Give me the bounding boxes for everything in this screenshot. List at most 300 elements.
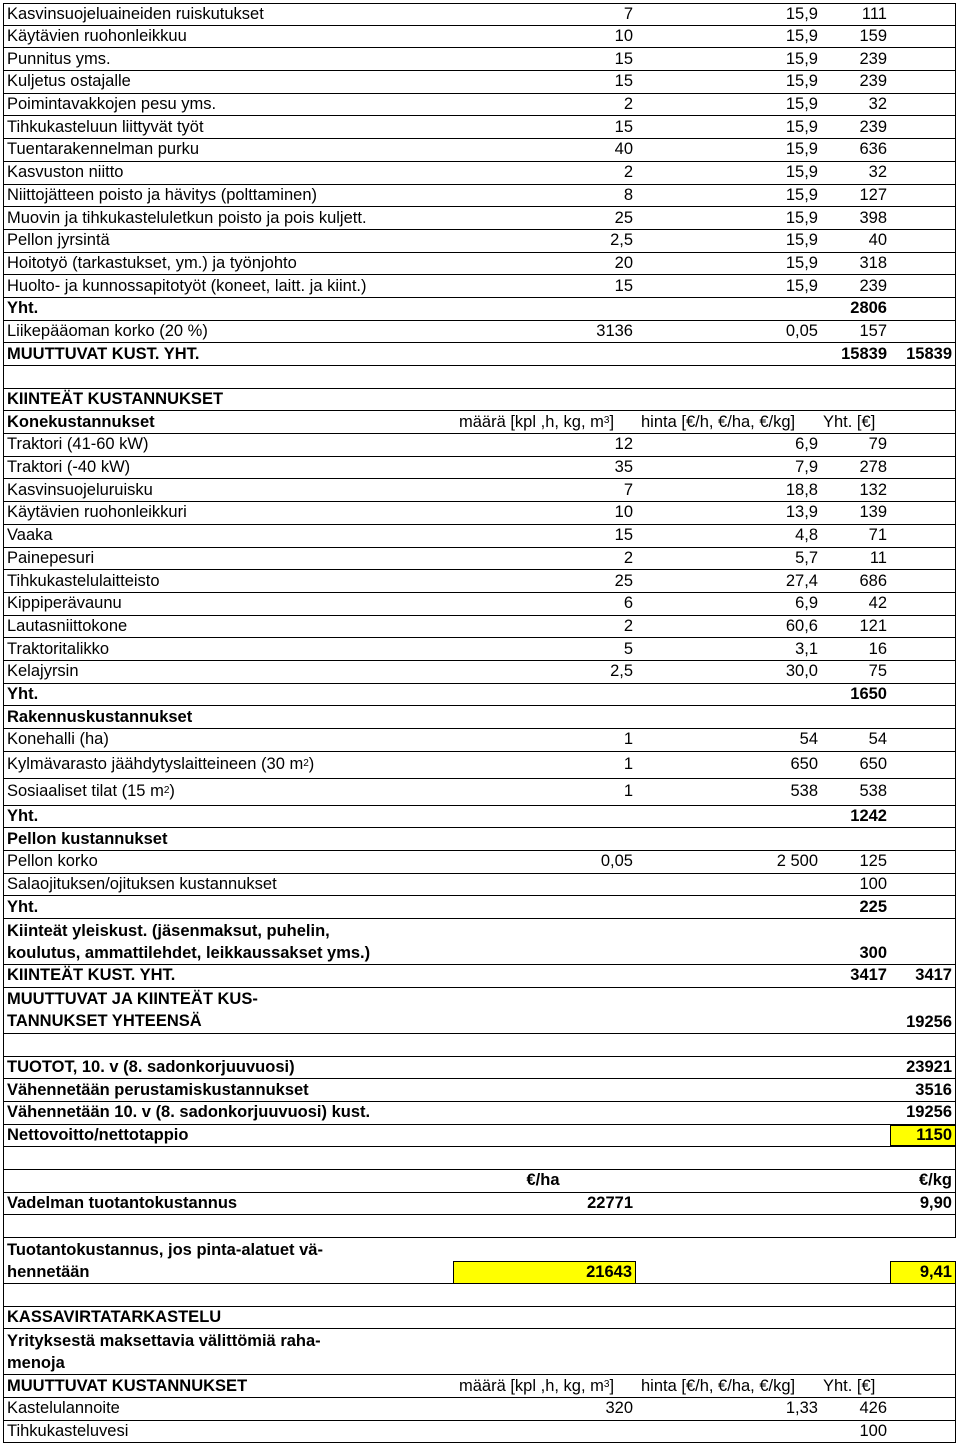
empty-cell (890, 366, 956, 388)
label-line: Kiinteät yleiskust. (jäsenmaksut, puhelin, (7, 921, 330, 940)
row-price: 60,6 (785, 616, 818, 635)
machine-row (3, 593, 956, 616)
empty-row (3, 1215, 956, 1238)
row-total: 159 (859, 27, 887, 46)
subtotal-row (3, 806, 956, 829)
row-label: Sosiaaliset tilat (15 m $^2$ ) (3, 779, 453, 805)
income-row (3, 1079, 956, 1102)
row-label: Kasvinsuojeluruisku (3, 479, 453, 501)
subtotal-value: 225 (859, 897, 887, 916)
grand-value: 3417 (890, 965, 956, 987)
row-total: 318 (859, 253, 887, 272)
row-label: Huolto- ja kunnossapitotyöt (koneet, laitt. ja kiint.) (3, 275, 453, 297)
row-label: TUOTOT, 10. v (8. sadonkorjuuvuosi) (3, 1057, 453, 1079)
column-header-qty: määrä [kpl ,h, kg, m $^3$ ] (459, 412, 615, 431)
row-total: 278 (859, 458, 887, 477)
row-label: Vähennetään 10. v (8. sadonkorjuuvuosi) kust. (3, 1102, 453, 1124)
row-qty: 15 (614, 276, 633, 295)
empty-cell (890, 548, 956, 570)
per-kg-header: €/kg (890, 1170, 956, 1192)
subtotal-value: 2806 (850, 299, 887, 318)
cost-row (3, 71, 956, 94)
row-price: 15,9 (785, 231, 818, 250)
row-qty: 7 (623, 4, 633, 23)
empty-cell (890, 139, 956, 161)
machine-row (3, 638, 956, 661)
empty-row (3, 1034, 956, 1057)
total-value: 15839 (841, 344, 887, 363)
row-total: 538 (859, 782, 887, 801)
row-price: 13,9 (785, 503, 818, 522)
row-total: 11 (869, 548, 887, 567)
empty-cell (890, 752, 956, 778)
subtotal-row (3, 298, 956, 321)
empty-cell (3, 366, 453, 388)
empty-cell (890, 828, 956, 850)
total-label: MUUTTUVAT KUST. YHT. (3, 343, 453, 365)
row-total: 686 (859, 571, 887, 590)
column-header-label: Konekustannukset (3, 411, 453, 433)
machine-row (3, 570, 956, 593)
row-qty: 7 (623, 480, 633, 499)
cost-row (3, 139, 956, 162)
empty-cell (890, 1034, 956, 1056)
row-label (3, 729, 453, 751)
row-label: Kelajyrsin (3, 661, 453, 683)
row-label: Kylmävarasto jäähdytyslaitteineen (30 m $^2$ ) (3, 752, 453, 778)
row-qty: 15 (614, 49, 633, 68)
section-title-row (3, 1307, 956, 1330)
field-row (3, 851, 956, 874)
grand-value: 19256 (890, 1102, 956, 1124)
grand-value: 19256 (890, 988, 956, 1033)
cost-row (3, 253, 956, 276)
row-label: Kastelulannoite (3, 1398, 453, 1420)
subtotal-value: 1242 (850, 807, 887, 826)
row-price: 15,9 (785, 163, 818, 182)
empty-cell (3, 1034, 453, 1056)
row-price: 15,9 (785, 72, 818, 91)
row-total: 75 (868, 662, 887, 681)
section-title: KASSAVIRTATARKASTELU (3, 1307, 453, 1329)
text-part: määrä [kpl ,h, kg, m (459, 1376, 604, 1395)
per-ha-value: 22771 (587, 1193, 633, 1212)
row-qty: 1 (623, 782, 633, 801)
income-row (3, 1057, 956, 1080)
row-label: Tuentarakennelman purku (3, 139, 453, 161)
row-qty (453, 1421, 636, 1443)
row-label: Traktoritalikko (3, 638, 453, 660)
row-qty: 20 (614, 253, 633, 272)
per-ha-value: 21643 (453, 1261, 636, 1284)
row-total: 40 (868, 231, 887, 250)
per-kg-value: 9,41 (890, 1261, 956, 1284)
cost-row (3, 26, 956, 49)
empty-cell (890, 874, 956, 896)
per-kg-value: 9,90 (890, 1193, 956, 1215)
empty-cell (890, 661, 956, 683)
row-price: 2 500 (776, 852, 818, 871)
row-qty: 0,05 (600, 852, 633, 871)
empty-cell (890, 116, 956, 138)
empty-cell (890, 48, 956, 70)
row-qty: 2,5 (610, 231, 633, 250)
row-price: 650 (790, 755, 818, 774)
empty-cell (890, 275, 956, 297)
label-line: hennetään (7, 1262, 90, 1281)
subtotal-label: Yht. (3, 806, 453, 828)
row-label (3, 1329, 453, 1374)
section-title-row (3, 389, 956, 412)
text-part: Sosiaaliset tilat (15 m (7, 782, 164, 801)
production-cost-row (3, 1193, 956, 1216)
row-qty: 10 (614, 503, 633, 522)
row-price: 15,9 (785, 276, 818, 295)
row-total: 32 (868, 95, 887, 114)
machine-row (3, 502, 956, 525)
empty-cell (890, 389, 956, 411)
row-price (636, 874, 821, 896)
cost-row (3, 94, 956, 117)
empty-cell (890, 896, 956, 918)
income-row (3, 1102, 956, 1125)
text-part: ) (169, 782, 175, 801)
subtotal-label: Yht. (3, 298, 453, 320)
column-header-label: MUUTTUVAT KUSTANNUKSET (3, 1375, 453, 1397)
column-header-price: hinta [€/h, €/ha, €/kg] (641, 1376, 796, 1395)
building-row (3, 752, 956, 779)
row-price: 1,33 (785, 1399, 818, 1418)
empty-cell (890, 525, 956, 547)
row-qty: 6 (623, 594, 633, 613)
empty-cell (890, 919, 956, 964)
empty-cell (890, 593, 956, 615)
row-qty: 5 (623, 639, 633, 658)
empty-cell (890, 729, 956, 751)
row-price: 15,9 (785, 140, 818, 159)
label-line: koulutus, ammattilehdet, leikkaussakset yms.) (7, 943, 371, 962)
row-label: Lautasniittokone (3, 616, 453, 638)
label-line: Yrityksestä maksettavia välittömiä raha- (7, 1331, 321, 1350)
grand-value: 23921 (890, 1057, 956, 1079)
row-label: Vadelman tuotantokustannus (3, 1193, 453, 1215)
row-label: Traktori (-40 kW) (3, 457, 453, 479)
column-header-row (3, 411, 956, 434)
row-label: Nettovoitto/nettotappio (3, 1125, 453, 1147)
row-price: 0,05 (785, 321, 818, 340)
row-total: 636 (859, 140, 887, 159)
row-label: Pellon korko (3, 851, 453, 873)
row-price: 15,9 (785, 95, 818, 114)
row-qty: 3136 (596, 321, 633, 340)
empty-cell (890, 851, 956, 873)
row-total: 79 (868, 435, 887, 454)
net-profit-value: 1150 (890, 1125, 956, 1147)
row-total: 125 (859, 852, 887, 871)
empty-cell (3, 1215, 453, 1237)
unit-header-row (3, 1170, 956, 1193)
row-price: 18,8 (785, 480, 818, 499)
machine-row (3, 548, 956, 571)
row-qty: 8 (623, 185, 633, 204)
row-total: 426 (859, 1399, 887, 1418)
row-total: 127 (859, 185, 887, 204)
empty-cell (890, 779, 956, 805)
empty-row (3, 1284, 956, 1307)
row-qty: 40 (614, 140, 633, 159)
column-header-row (3, 1375, 956, 1398)
row-price: 15,9 (785, 4, 818, 23)
row-total: 239 (859, 49, 887, 68)
empty-cell (890, 1375, 956, 1397)
empty-cell (890, 638, 956, 660)
machine-row (3, 661, 956, 684)
field-row (3, 874, 956, 897)
empty-cell (890, 1398, 956, 1420)
row-price: 54 (799, 730, 818, 749)
empty-cell (890, 207, 956, 229)
machine-row (3, 457, 956, 480)
column-header-qty: määrä [kpl ,h, kg, m $^3$ ] (459, 1376, 615, 1395)
empty-cell (890, 684, 956, 706)
empty-cell (890, 434, 956, 456)
cash-row (3, 1398, 956, 1421)
empty-cell (890, 185, 956, 207)
all-costs-row (3, 988, 956, 1034)
net-profit-row (3, 1125, 956, 1148)
total-row (3, 343, 956, 366)
row-total: 239 (859, 276, 887, 295)
empty-cell (890, 4, 956, 25)
section-title: KIINTEÄT KUSTANNUKSET (3, 389, 453, 411)
text-part: ] (609, 1376, 615, 1395)
label-line: TANNUKSET YHTEENSÄ (7, 1012, 202, 1031)
row-total: 132 (859, 480, 887, 499)
machine-row (3, 525, 956, 548)
row-label: Tihkukasteluun liittyvät työt (3, 116, 453, 138)
empty-cell (890, 71, 956, 93)
empty-cell (3, 1170, 453, 1192)
row-total: 111 (861, 4, 887, 23)
empty-row (3, 1147, 956, 1170)
row-qty: 2 (623, 163, 633, 182)
row-label: Kippiperävaunu (3, 593, 453, 615)
cost-row (3, 185, 956, 208)
row-price: 6,9 (795, 435, 818, 454)
row-label: Punnitus yms. (3, 48, 453, 70)
empty-cell (890, 616, 956, 638)
row-total: 100 (859, 875, 887, 894)
row-price: 538 (790, 782, 818, 801)
empty-cell (890, 1284, 956, 1306)
subtotal-value: 1650 (850, 684, 887, 703)
row-total: 32 (868, 163, 887, 182)
text-part: ) (308, 755, 315, 774)
subtotal-label: Yht. (3, 684, 453, 706)
row-label: Kasvinsuojeluaineiden ruiskutukset (3, 4, 453, 25)
empty-cell (890, 806, 956, 828)
row-price: 15,9 (785, 253, 818, 272)
row-total: 71 (868, 526, 887, 545)
text-part: Kylmävarasto jäähdytyslaitteineen (30 m (7, 755, 304, 774)
row-total: 650 (859, 755, 887, 774)
row-price: 15,9 (785, 49, 818, 68)
empty-cell (890, 94, 956, 116)
grand-value: 3516 (890, 1079, 956, 1101)
row-label (3, 919, 453, 964)
column-header-total: Yht. [€] (823, 1376, 876, 1395)
empty-cell (890, 321, 956, 343)
row-price: 4,8 (795, 526, 818, 545)
general-fixed-row (3, 919, 956, 965)
section-title: Rakennuskustannukset (3, 706, 453, 728)
row-price: 3,1 (795, 639, 818, 658)
row-price: 27,4 (785, 571, 818, 590)
cash-row (3, 1421, 956, 1444)
subtotal-label: Yht. (3, 896, 453, 918)
row-qty: 2,5 (610, 662, 633, 681)
row-label: Tihkukastelulaitteisto (3, 570, 453, 592)
empty-cell (3, 1147, 453, 1169)
cost-row (3, 207, 956, 230)
row-label: Liikepääoman korko (20 %) (3, 321, 453, 343)
row-label: Salaojituksen/ojituksen kustannukset (3, 874, 453, 896)
row-label: Kasvuston niitto (3, 162, 453, 184)
machine-row (3, 434, 956, 457)
row-price: 15,9 (785, 185, 818, 204)
row-price: 15,9 (785, 117, 818, 136)
building-row (3, 779, 956, 806)
empty-cell (890, 162, 956, 184)
row-price (636, 1421, 821, 1443)
cost-row (3, 48, 956, 71)
subtotal-row (3, 684, 956, 707)
cashflow-subtitle-row (3, 1329, 956, 1375)
row-label: Poimintavakkojen pesu yms. (3, 94, 453, 116)
grand-value: 15839 (890, 343, 956, 365)
machine-row (3, 616, 956, 639)
column-header-total: Yht. [€] (823, 412, 876, 431)
empty-cell (890, 411, 956, 433)
empty-cell (890, 502, 956, 524)
row-label: Hoitotyö (tarkastukset, ym.) ja työnjohto (3, 253, 453, 275)
row-label: Muovin ja tihkukasteluletkun poisto ja pois kuljett. (3, 207, 453, 229)
row-total: 54 (868, 730, 887, 749)
row-label: Vähennetään perustamiskustannukset (3, 1079, 453, 1101)
row-qty: 35 (614, 458, 633, 477)
empty-cell (890, 230, 956, 252)
empty-cell (890, 1421, 956, 1443)
section-title-row (3, 706, 956, 729)
row-qty: 15 (614, 72, 633, 91)
row-qty (453, 874, 636, 896)
row-total: 139 (859, 503, 887, 522)
row-total: 42 (868, 594, 887, 613)
row-total: 398 (859, 208, 887, 227)
row-qty: 15 (614, 117, 633, 136)
row-qty: 1 (623, 755, 633, 774)
row-label: Vaaka (3, 525, 453, 547)
empty-cell (890, 457, 956, 479)
label-line: MUUTTUVAT JA KIINTEÄT KUS- (7, 990, 258, 1009)
empty-cell (890, 1215, 956, 1237)
empty-cell (890, 479, 956, 501)
row-label: Kuljetus ostajalle (3, 71, 453, 93)
row-qty: 2 (623, 548, 633, 567)
reduced-cost-row (3, 1238, 956, 1284)
label-line: Tuotantokustannus, jos pinta-alatuet vä- (7, 1240, 323, 1259)
row-total: 16 (868, 639, 887, 658)
empty-cell (890, 570, 956, 592)
row-label (3, 1238, 453, 1283)
row-total: 300 (859, 944, 887, 963)
text-part: määrä [kpl ,h, kg, m (459, 412, 604, 431)
row-qty: 15 (614, 526, 633, 545)
row-qty: 25 (614, 208, 633, 227)
subtotal-row (3, 896, 956, 919)
row-label: Painepesuri (3, 548, 453, 570)
row-total: 157 (859, 321, 887, 340)
row-price: 7,9 (795, 458, 818, 477)
row-qty: 25 (614, 571, 633, 590)
cost-row (3, 162, 956, 185)
text-part: ] (609, 412, 615, 431)
cost-row (3, 321, 956, 344)
section-title-row (3, 828, 956, 851)
row-price: 6,9 (795, 594, 818, 613)
row-qty: 2 (623, 616, 633, 635)
cost-spreadsheet (3, 3, 956, 1443)
row-qty: 12 (614, 435, 633, 454)
cost-row (3, 3, 956, 26)
row-price: 15,9 (785, 208, 818, 227)
empty-cell (890, 26, 956, 48)
row-price: 30,0 (785, 662, 818, 681)
row-label (3, 988, 453, 1033)
total-row (3, 965, 956, 988)
row-price: 15,9 (785, 27, 818, 46)
empty-cell (3, 1284, 453, 1306)
row-qty: 320 (605, 1399, 633, 1418)
empty-cell (890, 706, 956, 728)
building-row (3, 729, 956, 752)
row-label: Traktori (41-60 kW) (3, 434, 453, 456)
text-part: Konehalli (ha) (7, 730, 109, 749)
empty-cell (890, 1147, 956, 1169)
column-header-price: hinta [€/h, €/ha, €/kg] (641, 412, 796, 431)
total-label: KIINTEÄT KUST. YHT. (3, 965, 453, 987)
machine-row (3, 479, 956, 502)
row-qty: 10 (614, 27, 633, 46)
row-label: Käytävien ruohonleikkuri (3, 502, 453, 524)
row-qty: 2 (623, 95, 633, 114)
empty-row (3, 366, 956, 389)
empty-cell (890, 253, 956, 275)
cost-row (3, 275, 956, 298)
cost-row (3, 230, 956, 253)
row-qty: 1 (623, 730, 633, 749)
per-ha-header: €/ha (526, 1171, 560, 1190)
row-label: Tihkukasteluvesi (3, 1421, 453, 1443)
empty-cell (890, 1307, 956, 1329)
row-label: Niittojätteen poisto ja hävitys (polttaminen) (3, 185, 453, 207)
row-price: 5,7 (795, 548, 818, 567)
row-label: Pellon jyrsintä (3, 230, 453, 252)
row-total: 121 (859, 616, 887, 635)
total-value: 3417 (850, 966, 887, 985)
row-total: 100 (859, 1422, 887, 1441)
row-total: 239 (859, 117, 887, 136)
